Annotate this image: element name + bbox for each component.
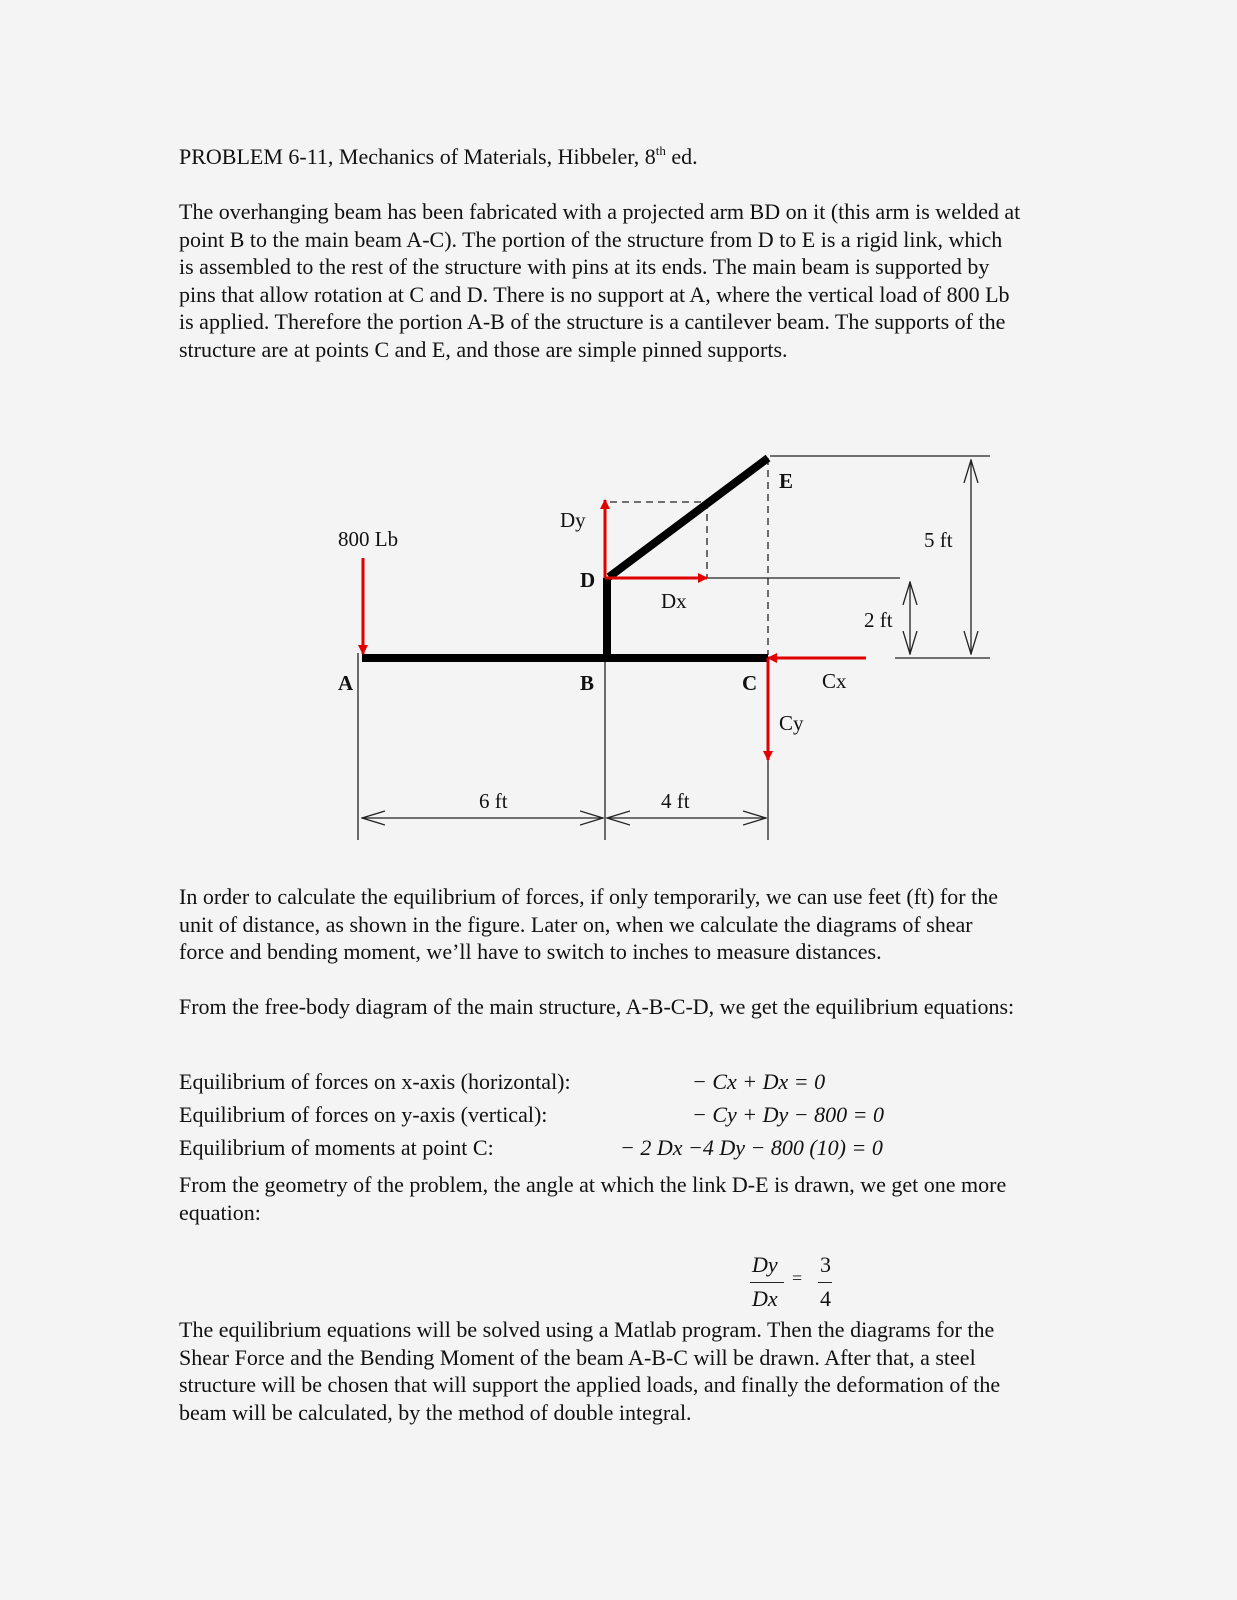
text-line: is applied. Therefore the portion A-B of the structure is a cantilever beam. The supports of the (179, 309, 1006, 334)
equation-moment (620, 1134, 883, 1162)
text-line: equation: (179, 1199, 261, 1225)
title-superscript: th (655, 143, 666, 158)
label-point-a: A (338, 671, 354, 695)
label-point-c: C (742, 671, 758, 695)
text-line: From the free-body diagram of the main structure, A-B-C-D, we get the equilibrium equations: (179, 994, 1015, 1019)
text-line: force and bending moment, we’ll have to switch to inches to measure distances. (179, 939, 882, 964)
text-line: The overhanging beam has been fabricated with a projected arm BD on it (this arm is welded at (179, 199, 1021, 224)
extension-lines (358, 456, 990, 840)
text-line: Shear Force and the Bending Moment of the beam A-B-C will be drawn. After that, a steel (179, 1344, 976, 1370)
label-dim-bc: 4 ft (661, 789, 690, 813)
label-dy: Dy (560, 508, 586, 532)
label-cy: Cy (779, 711, 804, 735)
label-load-800: 800 Lb (338, 527, 399, 551)
fraction-bar (750, 1282, 784, 1283)
title-suffix: ed. (665, 144, 698, 169)
fraction-denominator: 4 (820, 1286, 831, 1311)
equals-sign: = (792, 1268, 803, 1288)
link-d-e (609, 458, 768, 577)
equation-label-moment: Equilibrium of moments at point C: (179, 1135, 494, 1160)
equation-y (692, 1101, 884, 1129)
geometry-paragraph (179, 1171, 1094, 1226)
text-line: structure are at points C and E, and those are simple pinned supports. (179, 336, 788, 362)
text-line: From the geometry of the problem, the angle at which the link D-E is drawn, we get one more (179, 1172, 1007, 1197)
label-point-d: D (580, 568, 596, 592)
equation-expression: − Cy + Dy − 800 = 0 (692, 1102, 884, 1127)
text-line: pins that allow rotation at C and D. There is no support at A, where the vertical load of 800 Lb (179, 281, 1010, 307)
text-line: structure will be chosen that will support the applied loads, and finally the deformation of the (179, 1372, 1001, 1397)
label-point-e: E (779, 469, 794, 493)
fraction-denominator: Dx (752, 1286, 778, 1311)
fraction-numerator: 3 (820, 1252, 831, 1277)
equation-expression: − Cx + Dx = 0 (692, 1069, 826, 1094)
text-line: point B to the main beam A-C). The portion of the structure from D to E is a rigid link, which (179, 226, 1003, 252)
text-line: is assembled to the rest of the structure with pins at its ends. The main beam is supported by (179, 254, 990, 279)
text-line: In order to calculate the equilibrium of forces, if only temporarily, we can use feet (ft) for the (179, 884, 998, 909)
label-cx: Cx (822, 669, 847, 693)
closing-paragraph (179, 1316, 1094, 1426)
fraction-numerator: Dy (752, 1252, 778, 1277)
dimension-arrows (362, 460, 971, 818)
text-line: beam will be calculated, by the method of double integral. (179, 1399, 692, 1425)
text-line: unit of distance, as shown in the figure. Later on, when we calculate the diagrams of shear (179, 911, 973, 937)
structure-members (362, 458, 768, 658)
label-dim-5ft: 5 ft (924, 528, 953, 552)
fbd-paragraph (179, 993, 1094, 1021)
equation-label-y: Equilibrium of forces on y-axis (vertical): (179, 1102, 548, 1127)
label-dim-ab: 6 ft (479, 789, 508, 813)
fraction-bar (818, 1282, 832, 1283)
equation-label-x: Equilibrium of forces on x-axis (horizontal): (179, 1069, 571, 1094)
equation-x (692, 1068, 825, 1096)
title-text: PROBLEM 6-11, Mechanics of Materials, Hibbeler, 8 (179, 144, 656, 169)
label-point-b: B (580, 671, 595, 695)
label-dim-2ft: 2 ft (864, 608, 893, 632)
equation-expression: − 2 Dx −4 Dy − 800 (10) = 0 (620, 1135, 883, 1160)
label-dx: Dx (661, 589, 687, 613)
units-paragraph (179, 883, 1094, 966)
text-line: The equilibrium equations will be solved using a Matlab program. Then the diagrams for the (179, 1317, 995, 1342)
